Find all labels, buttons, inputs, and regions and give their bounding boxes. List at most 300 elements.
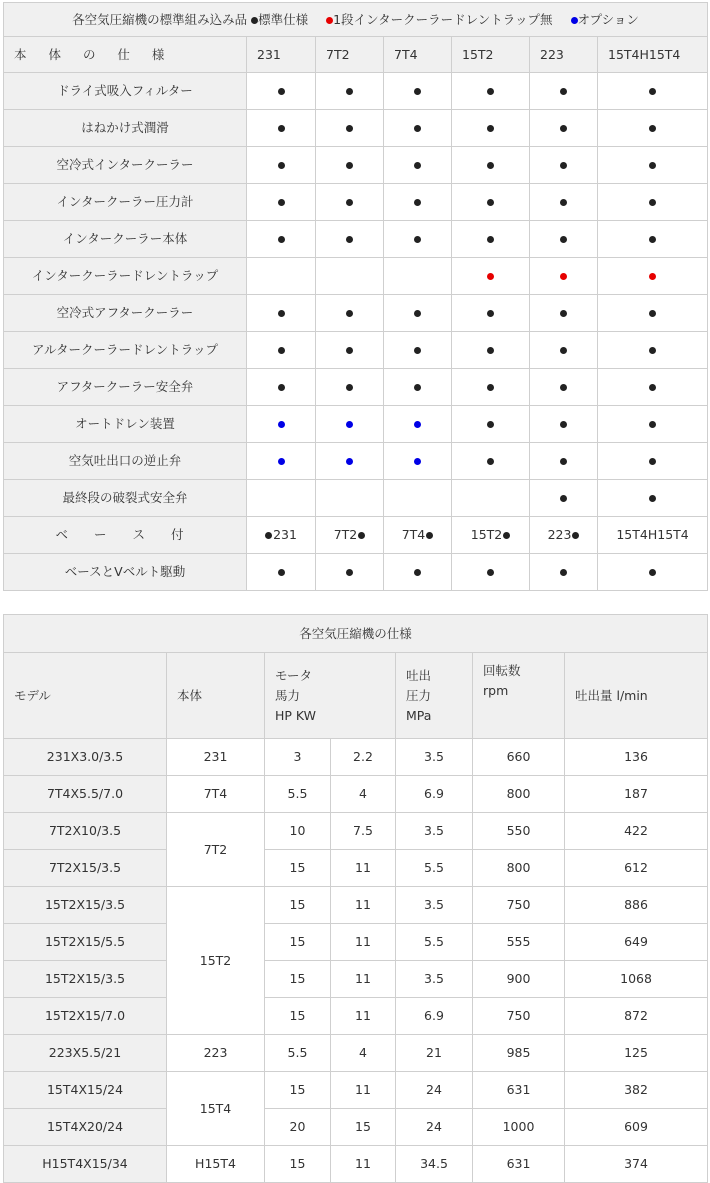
spec-cell: [384, 295, 452, 332]
base-cell: [384, 517, 452, 554]
model-rpm: 555: [473, 924, 565, 961]
model-rpm: 631: [473, 1072, 565, 1109]
spec-row: [4, 406, 708, 443]
model-table-caption: 各空気圧縮機の仕様: [4, 615, 708, 653]
model-row: [4, 813, 708, 850]
black-dot-icon: [649, 88, 656, 95]
model-header-speed: [473, 653, 565, 739]
model-pressure: 3.5: [396, 961, 473, 998]
black-dot-icon: [278, 384, 285, 391]
black-dot-icon: [346, 199, 353, 206]
model-pressure: 5.5: [396, 924, 473, 961]
model-body: 15T2: [167, 887, 265, 1035]
spec-cell: [316, 258, 384, 295]
spec-row: [4, 295, 708, 332]
legend-option-label: オプション: [577, 11, 639, 27]
model-rpm: 800: [473, 850, 565, 887]
standard-dot-icon: [358, 532, 365, 539]
model-hp: 15: [265, 961, 331, 998]
model-pressure: 21: [396, 1035, 473, 1072]
blue-dot-icon: [278, 421, 285, 428]
model-row: [4, 739, 708, 776]
spec-cell: [384, 406, 452, 443]
black-dot-icon: [560, 347, 567, 354]
spec-cell: [316, 73, 384, 110]
black-dot-icon: [278, 125, 285, 132]
spec-cell: [530, 73, 598, 110]
black-dot-icon: [487, 236, 494, 243]
black-dot-icon: [346, 125, 353, 132]
black-dot-icon: [649, 495, 656, 502]
model-rpm: 660: [473, 739, 565, 776]
model-hp: 15: [265, 998, 331, 1035]
spec-cell: [247, 110, 316, 147]
model-hp: 3: [265, 739, 331, 776]
black-dot-icon: [487, 88, 494, 95]
spec-row-label: 最終段の破裂式安全弁: [4, 480, 247, 517]
legend-caption-cell: [4, 3, 708, 37]
spec-cell: [247, 258, 316, 295]
base-cell-text: 7T2: [333, 527, 358, 542]
model-header-body: 本体: [167, 653, 265, 739]
model-flow: 649: [565, 924, 708, 961]
model-row: [4, 850, 708, 887]
spec-cell: [316, 110, 384, 147]
spec-cell: [530, 480, 598, 517]
spec-row-label: ベ ー ス 付: [4, 517, 247, 554]
black-dot-icon: [346, 310, 353, 317]
model-name: 7T4X5.5/7.0: [4, 776, 167, 813]
model-name: 15T2X15/7.0: [4, 998, 167, 1035]
spec-cell: [247, 184, 316, 221]
spec-cell: [247, 480, 316, 517]
model-body: 223: [167, 1035, 265, 1072]
model-flow: 382: [565, 1072, 708, 1109]
spec-cell: [316, 369, 384, 406]
spec-cell: [598, 443, 708, 480]
model-pressure: 5.5: [396, 850, 473, 887]
spec-row-label: 空冷式インタークーラー: [4, 147, 247, 184]
blue-dot-icon: [414, 458, 421, 465]
model-header-motor: [265, 653, 396, 739]
model-row: [4, 961, 708, 998]
black-dot-icon: [560, 236, 567, 243]
black-dot-icon: [414, 199, 421, 206]
model-pressure: 34.5: [396, 1146, 473, 1183]
model-name: 15T4X15/24: [4, 1072, 167, 1109]
spec-cell: [384, 258, 452, 295]
model-row: [4, 1109, 708, 1146]
black-dot-icon: [560, 88, 567, 95]
spec-row: [4, 184, 708, 221]
black-dot-icon: [560, 384, 567, 391]
model-flow: 422: [565, 813, 708, 850]
black-dot-icon: [487, 458, 494, 465]
standard-dot-icon: [503, 532, 510, 539]
model-pressure: 24: [396, 1109, 473, 1146]
black-dot-icon: [414, 310, 421, 317]
spec-header-cell: 7T2: [316, 37, 384, 73]
model-kw: 11: [331, 887, 396, 924]
base-cell: [598, 517, 708, 554]
pressure-line: 吐出: [406, 667, 432, 683]
spec-cell: [452, 332, 530, 369]
spec-cell: [598, 110, 708, 147]
spec-cell: [452, 554, 530, 591]
black-dot-icon: [649, 236, 656, 243]
spec-cell: [384, 184, 452, 221]
spec-cell: [598, 258, 708, 295]
model-pressure: 6.9: [396, 998, 473, 1035]
speed-line: rpm: [483, 683, 509, 698]
pressure-line: MPa: [406, 707, 432, 723]
option-dot-icon: [571, 17, 578, 24]
motor-line: 馬力: [275, 687, 301, 703]
base-cell-text: 15T4H15T4: [616, 527, 689, 542]
model-kw: 11: [331, 924, 396, 961]
black-dot-icon: [649, 421, 656, 428]
spec-header-cell: 本 体 の 仕 様: [4, 37, 247, 73]
spec-row-label: インタークーラー圧力計: [4, 184, 247, 221]
black-dot-icon: [560, 199, 567, 206]
model-rpm: 900: [473, 961, 565, 998]
model-hp: 20: [265, 1109, 331, 1146]
model-rpm: 631: [473, 1146, 565, 1183]
model-name: 15T2X15/3.5: [4, 887, 167, 924]
spec-cell: [384, 554, 452, 591]
spec-cell: [530, 369, 598, 406]
black-dot-icon: [414, 347, 421, 354]
spec-header-cell: 15T2: [452, 37, 530, 73]
standard-dot-icon: [265, 532, 272, 539]
spec-row: [4, 443, 708, 480]
model-kw: 15: [331, 1109, 396, 1146]
model-flow: 872: [565, 998, 708, 1035]
spec-cell: [316, 332, 384, 369]
legend-standard-label: 標準仕様: [258, 11, 309, 27]
spec-cell: [530, 295, 598, 332]
base-cell: [316, 517, 384, 554]
base-cell: [530, 517, 598, 554]
legend-caption: 各空気圧縮機の標準組み込み品: [72, 11, 248, 27]
legend-intercooler-label: 1段インタークーラードレントラップ無: [333, 11, 553, 27]
black-dot-icon: [346, 88, 353, 95]
base-cell: [247, 517, 316, 554]
model-row: [4, 887, 708, 924]
black-dot-icon: [414, 569, 421, 576]
spec-row: [4, 221, 708, 258]
model-kw: 11: [331, 998, 396, 1035]
model-hp: 15: [265, 850, 331, 887]
model-caption-row: [4, 615, 708, 653]
spec-cell: [452, 184, 530, 221]
black-dot-icon: [414, 162, 421, 169]
spec-row-label: アフタークーラー安全弁: [4, 369, 247, 406]
base-cell-text: 7T4: [401, 527, 426, 542]
spec-cell: [530, 406, 598, 443]
spec-row-label: アルタークーラードレントラップ: [4, 332, 247, 369]
model-flow: 609: [565, 1109, 708, 1146]
spec-row-label: インタークーラー本体: [4, 221, 247, 258]
model-hp: 5.5: [265, 776, 331, 813]
black-dot-icon: [560, 421, 567, 428]
spec-cell: [452, 369, 530, 406]
spec-row: [4, 110, 708, 147]
black-dot-icon: [487, 347, 494, 354]
model-kw: 4: [331, 1035, 396, 1072]
spec-cell: [452, 406, 530, 443]
spec-header-cell: 7T4: [384, 37, 452, 73]
model-flow: 136: [565, 739, 708, 776]
spec-row-label: ベースとVベルト駆動: [4, 554, 247, 591]
model-row: [4, 998, 708, 1035]
spec-cell: [598, 221, 708, 258]
spec-header-cell: 223: [530, 37, 598, 73]
spec-row-label: オートドレン装置: [4, 406, 247, 443]
black-dot-icon: [560, 495, 567, 502]
black-dot-icon: [414, 88, 421, 95]
motor-line: モータ: [275, 667, 313, 683]
model-hp: 10: [265, 813, 331, 850]
red-dot-icon: [649, 273, 656, 280]
model-name: 7T2X15/3.5: [4, 850, 167, 887]
base-cell-text: 223: [547, 527, 572, 542]
model-flow: 187: [565, 776, 708, 813]
spec-cell: [316, 147, 384, 184]
spec-cell: [530, 184, 598, 221]
black-dot-icon: [278, 236, 285, 243]
motor-line: HP KW: [275, 707, 317, 723]
spec-cell: [530, 147, 598, 184]
spec-row: [4, 147, 708, 184]
spec-cell: [384, 73, 452, 110]
spec-cell: [247, 369, 316, 406]
spec-cell: [452, 221, 530, 258]
black-dot-icon: [346, 236, 353, 243]
compressor-spec-table: [3, 614, 708, 1183]
black-dot-icon: [560, 569, 567, 576]
black-dot-icon: [649, 347, 656, 354]
model-name: 15T2X15/3.5: [4, 961, 167, 998]
spec-row: [4, 258, 708, 295]
base-cell: [452, 517, 530, 554]
spec-cell: [452, 258, 530, 295]
model-row: [4, 776, 708, 813]
black-dot-icon: [487, 384, 494, 391]
black-dot-icon: [649, 310, 656, 317]
spec-cell: [384, 147, 452, 184]
spec-cell: [452, 147, 530, 184]
spec-cell: [530, 110, 598, 147]
black-dot-icon: [487, 162, 494, 169]
black-dot-icon: [560, 458, 567, 465]
spec-cell: [247, 406, 316, 443]
spec-cell: [316, 480, 384, 517]
spec-row-label: 空冷式アフタークーラー: [4, 295, 247, 332]
model-flow: 125: [565, 1035, 708, 1072]
model-rpm: 550: [473, 813, 565, 850]
black-dot-icon: [278, 199, 285, 206]
black-dot-icon: [649, 384, 656, 391]
black-dot-icon: [560, 162, 567, 169]
spec-cell: [452, 480, 530, 517]
spec-cell: [598, 554, 708, 591]
black-dot-icon: [346, 569, 353, 576]
black-dot-icon: [346, 162, 353, 169]
spec-cell: [452, 443, 530, 480]
black-dot-icon: [487, 569, 494, 576]
model-flow: 1068: [565, 961, 708, 998]
standard-dot-icon: [572, 532, 579, 539]
spec-cell: [452, 295, 530, 332]
model-row: [4, 1146, 708, 1183]
speed-line: 回転数: [483, 663, 521, 678]
model-body: 231: [167, 739, 265, 776]
model-name: 223X5.5/21: [4, 1035, 167, 1072]
spec-row-label: はねかけ式潤滑: [4, 110, 247, 147]
spec-cell: [247, 73, 316, 110]
blue-dot-icon: [346, 421, 353, 428]
model-hp: 15: [265, 924, 331, 961]
spec-cell: [598, 480, 708, 517]
legend-row: [4, 3, 708, 37]
black-dot-icon: [278, 162, 285, 169]
black-dot-icon: [414, 236, 421, 243]
base-cell-text: 15T2: [470, 527, 503, 542]
spec-cell: [316, 221, 384, 258]
black-dot-icon: [346, 384, 353, 391]
spec-cell: [316, 406, 384, 443]
model-pressure: 3.5: [396, 739, 473, 776]
black-dot-icon: [278, 569, 285, 576]
blue-dot-icon: [414, 421, 421, 428]
model-hp: 5.5: [265, 1035, 331, 1072]
model-kw: 11: [331, 1072, 396, 1109]
model-body: H15T4: [167, 1146, 265, 1183]
spec-cell: [598, 73, 708, 110]
black-dot-icon: [560, 310, 567, 317]
model-header-row: [4, 653, 708, 739]
model-flow: 374: [565, 1146, 708, 1183]
model-hp: 15: [265, 887, 331, 924]
black-dot-icon: [649, 125, 656, 132]
spec-cell: [247, 443, 316, 480]
spec-cell: [598, 184, 708, 221]
red-dot-icon: [487, 273, 494, 280]
spec-row: [4, 73, 708, 110]
red-dot-icon: [560, 273, 567, 280]
model-hp: 15: [265, 1146, 331, 1183]
model-kw: 2.2: [331, 739, 396, 776]
spec-header-row: [4, 37, 708, 73]
spec-cell: [452, 73, 530, 110]
black-dot-icon: [414, 384, 421, 391]
spec-cell: [316, 443, 384, 480]
standard-dot-icon: [426, 532, 433, 539]
spec-row: [4, 554, 708, 591]
spec-cell: [530, 554, 598, 591]
model-name: 7T2X10/3.5: [4, 813, 167, 850]
spec-cell: [384, 332, 452, 369]
model-hp: 15: [265, 1072, 331, 1109]
model-row: [4, 1072, 708, 1109]
spec-cell: [530, 221, 598, 258]
black-dot-icon: [560, 125, 567, 132]
spec-cell: [316, 554, 384, 591]
spec-header-cell: 231: [247, 37, 316, 73]
black-dot-icon: [649, 162, 656, 169]
spec-cell: [598, 332, 708, 369]
model-kw: 11: [331, 1146, 396, 1183]
model-body: 7T2: [167, 813, 265, 887]
model-name: H15T4X15/34: [4, 1146, 167, 1183]
spec-row-label: インタークーラードレントラップ: [4, 258, 247, 295]
model-name: 15T4X20/24: [4, 1109, 167, 1146]
spec-row-label: ドライ式吸入フィルター: [4, 73, 247, 110]
model-kw: 4: [331, 776, 396, 813]
pressure-line: 圧力: [406, 687, 432, 703]
spec-row-label: 空気吐出口の逆止弁: [4, 443, 247, 480]
model-header-model: モデル: [4, 653, 167, 739]
model-rpm: 1000: [473, 1109, 565, 1146]
spec-cell: [598, 369, 708, 406]
spec-cell: [247, 221, 316, 258]
spec-cell: [384, 110, 452, 147]
model-kw: 11: [331, 850, 396, 887]
spec-cell: [384, 443, 452, 480]
spec-cell: [247, 332, 316, 369]
spec-row: [4, 369, 708, 406]
blue-dot-icon: [346, 458, 353, 465]
model-header-pressure: [396, 653, 473, 739]
spec-cell: [247, 295, 316, 332]
spec-cell: [452, 110, 530, 147]
black-dot-icon: [487, 310, 494, 317]
model-body: 7T4: [167, 776, 265, 813]
spec-row: [4, 480, 708, 517]
black-dot-icon: [487, 421, 494, 428]
model-flow: 612: [565, 850, 708, 887]
blue-dot-icon: [278, 458, 285, 465]
model-name: 231X3.0/3.5: [4, 739, 167, 776]
model-body: 15T4: [167, 1072, 265, 1146]
spec-cell: [384, 221, 452, 258]
spec-row-base: [4, 517, 708, 554]
model-header-flow: 吐出量 l/min: [565, 653, 708, 739]
model-flow: 886: [565, 887, 708, 924]
black-dot-icon: [487, 125, 494, 132]
spec-cell: [598, 295, 708, 332]
spec-cell: [316, 295, 384, 332]
black-dot-icon: [649, 569, 656, 576]
spec-row: [4, 332, 708, 369]
spec-cell: [316, 184, 384, 221]
model-pressure: 6.9: [396, 776, 473, 813]
model-pressure: 3.5: [396, 813, 473, 850]
base-cell-text: 231: [273, 527, 297, 542]
model-kw: 7.5: [331, 813, 396, 850]
model-kw: 11: [331, 961, 396, 998]
spec-cell: [530, 443, 598, 480]
spec-cell: [598, 406, 708, 443]
model-rpm: 800: [473, 776, 565, 813]
black-dot-icon: [278, 88, 285, 95]
model-row: [4, 1035, 708, 1072]
spec-cell: [530, 332, 598, 369]
spec-cell: [247, 147, 316, 184]
black-dot-icon: [649, 199, 656, 206]
black-dot-icon: [487, 199, 494, 206]
